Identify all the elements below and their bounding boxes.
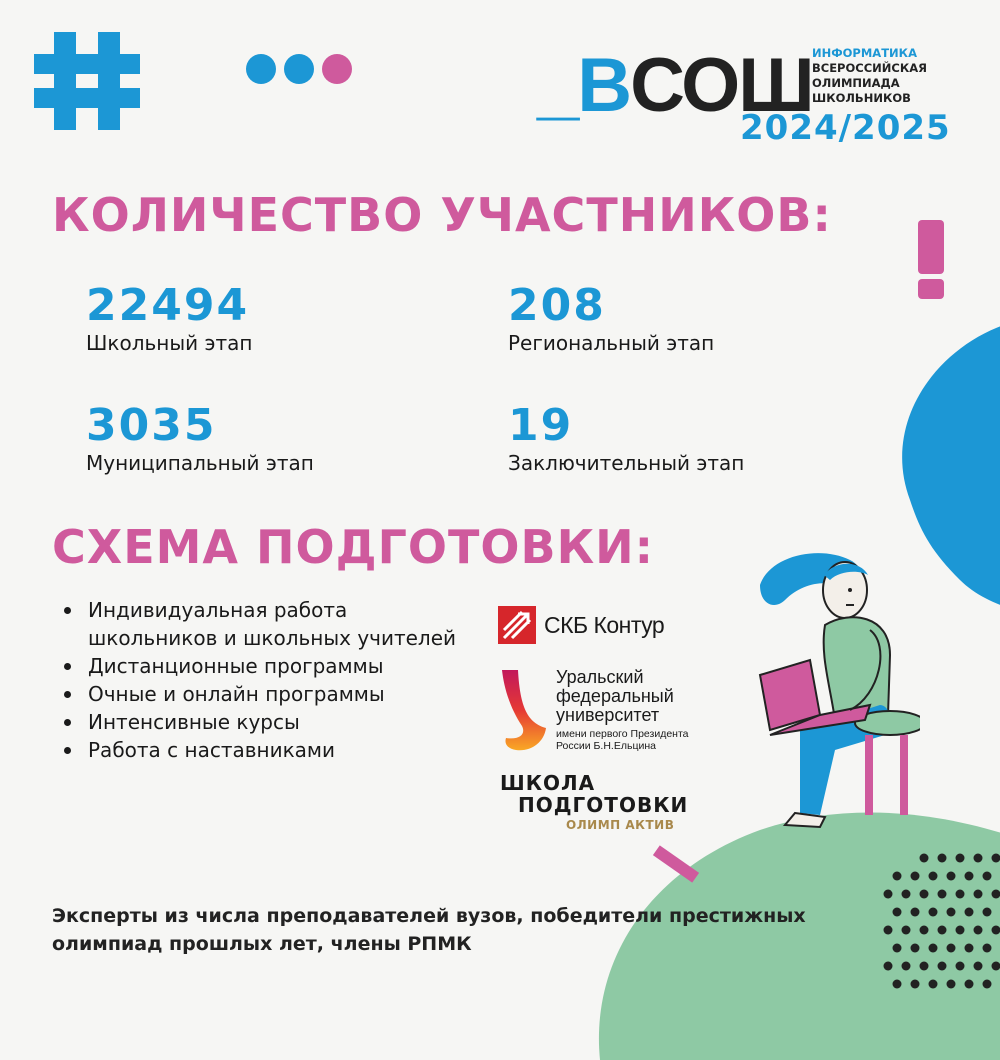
exclamation-icon xyxy=(918,220,944,274)
pattern-dot xyxy=(974,926,983,935)
stat-label: Школьный этап xyxy=(86,331,252,355)
brand-letter: В xyxy=(577,48,630,124)
pattern-dot xyxy=(911,872,920,881)
stat-regional xyxy=(508,280,714,355)
pattern-dot xyxy=(983,944,992,953)
pattern-dot xyxy=(956,854,965,863)
urfu-line4: имени первого Президента xyxy=(556,728,689,740)
urfu-line3: университет xyxy=(556,706,689,725)
list-item: Дистанционные программы xyxy=(62,652,482,680)
pattern-dot xyxy=(956,962,965,971)
pattern-dot xyxy=(947,872,956,881)
pattern-dot xyxy=(884,926,893,935)
pattern-dot xyxy=(965,872,974,881)
pattern-dot xyxy=(929,908,938,917)
pattern-dot xyxy=(920,854,929,863)
stat-final xyxy=(508,400,744,475)
pattern-dot xyxy=(947,944,956,953)
scheme-list xyxy=(62,596,482,764)
pattern-dot xyxy=(911,944,920,953)
brand-subtitle-line3: ОЛИМПИАДА xyxy=(812,76,927,91)
pattern-dot xyxy=(911,980,920,989)
pattern-dot xyxy=(902,926,911,935)
pattern-dot xyxy=(920,962,929,971)
exclamation-dot xyxy=(918,279,944,299)
school-line3: ОЛИМП АКТИВ xyxy=(500,818,688,832)
pattern-dot xyxy=(974,854,983,863)
stat-value: 3035 xyxy=(86,400,314,451)
pattern-dot xyxy=(974,962,983,971)
pattern-dot xyxy=(947,980,956,989)
pattern-dot xyxy=(974,890,983,899)
dots-pattern-decoration xyxy=(880,850,1000,1000)
girl-with-laptop-illustration xyxy=(740,545,920,845)
skb-kontur-logo xyxy=(498,606,664,644)
dot-1 xyxy=(246,54,276,84)
stat-label: Региональный этап xyxy=(508,331,714,355)
brand-subtitle xyxy=(812,46,927,106)
pattern-dot xyxy=(965,944,974,953)
pattern-dot xyxy=(929,872,938,881)
school-line2: ПОДГОТОВКИ xyxy=(500,794,688,816)
list-item: Работа с наставниками xyxy=(62,736,482,764)
pattern-dot xyxy=(956,890,965,899)
dot-3 xyxy=(322,54,352,84)
urfu-line1: Уральский xyxy=(556,668,689,687)
brand-rest: СОШ xyxy=(630,48,812,124)
pattern-dot xyxy=(893,872,902,881)
pattern-dot xyxy=(929,944,938,953)
pattern-dot xyxy=(938,854,947,863)
pattern-dot xyxy=(893,908,902,917)
pattern-dot xyxy=(893,980,902,989)
brand-subtitle-line1: ИНФОРМАТИКА xyxy=(812,46,927,61)
pattern-dot xyxy=(920,890,929,899)
skb-kontur-icon xyxy=(498,606,536,644)
list-item: Интенсивные курсы xyxy=(62,708,482,736)
stat-school xyxy=(86,280,252,355)
urfu-logo xyxy=(500,668,689,752)
scheme-title: СХЕМА ПОДГОТОВКИ: xyxy=(52,520,654,574)
pattern-dot xyxy=(992,854,1000,863)
pattern-dot xyxy=(911,908,920,917)
pattern-dot xyxy=(992,962,1000,971)
pattern-dot xyxy=(884,890,893,899)
participants-title: КОЛИЧЕСТВО УЧАСТНИКОВ: xyxy=(52,188,832,242)
stat-value: 22494 xyxy=(86,280,252,331)
pattern-dot xyxy=(947,908,956,917)
pattern-dot xyxy=(983,872,992,881)
brand-subtitle-line2: ВСЕРОССИЙСКАЯ xyxy=(812,61,927,76)
footer-text: Эксперты из числа преподавателей вузов, победители престижных олимпиад прошлых лет, члены РПМК xyxy=(52,902,882,958)
pattern-dot xyxy=(920,926,929,935)
pattern-dot xyxy=(902,962,911,971)
skb-kontur-label: СКБ Контур xyxy=(544,612,664,639)
list-item: Очные и онлайн программы xyxy=(62,680,482,708)
list-item: Индивидуальная работа школьников и школьных учителей xyxy=(62,596,482,652)
pattern-dot xyxy=(992,926,1000,935)
urfu-line5: России Б.Н.Ельцина xyxy=(556,740,689,752)
pattern-dot xyxy=(893,944,902,953)
stat-value: 19 xyxy=(508,400,744,451)
brand-prefix: _ xyxy=(537,48,577,124)
stat-label: Муниципальный этап xyxy=(86,451,314,475)
pattern-dot xyxy=(938,926,947,935)
pattern-dot xyxy=(983,908,992,917)
pattern-dot xyxy=(884,962,893,971)
pattern-dot xyxy=(983,980,992,989)
year-label: 2024/2025 xyxy=(740,108,951,148)
pattern-dot xyxy=(992,890,1000,899)
pattern-dot xyxy=(956,926,965,935)
brand-subtitle-line4: ШКОЛЬНИКОВ xyxy=(812,91,927,106)
pattern-dot xyxy=(965,980,974,989)
pattern-dot xyxy=(929,980,938,989)
pattern-dot xyxy=(965,908,974,917)
pattern-dot xyxy=(902,890,911,899)
school-line1: ШКОЛА xyxy=(500,772,688,794)
stat-municipal xyxy=(86,400,314,475)
pattern-dot xyxy=(938,962,947,971)
hash-icon xyxy=(32,26,142,136)
school-logo xyxy=(500,772,688,832)
dot-2 xyxy=(284,54,314,84)
urfu-icon xyxy=(500,668,548,752)
stat-value: 208 xyxy=(508,280,714,331)
pattern-dot xyxy=(938,890,947,899)
urfu-line2: федеральный xyxy=(556,687,689,706)
stat-label: Заключительный этап xyxy=(508,451,744,475)
